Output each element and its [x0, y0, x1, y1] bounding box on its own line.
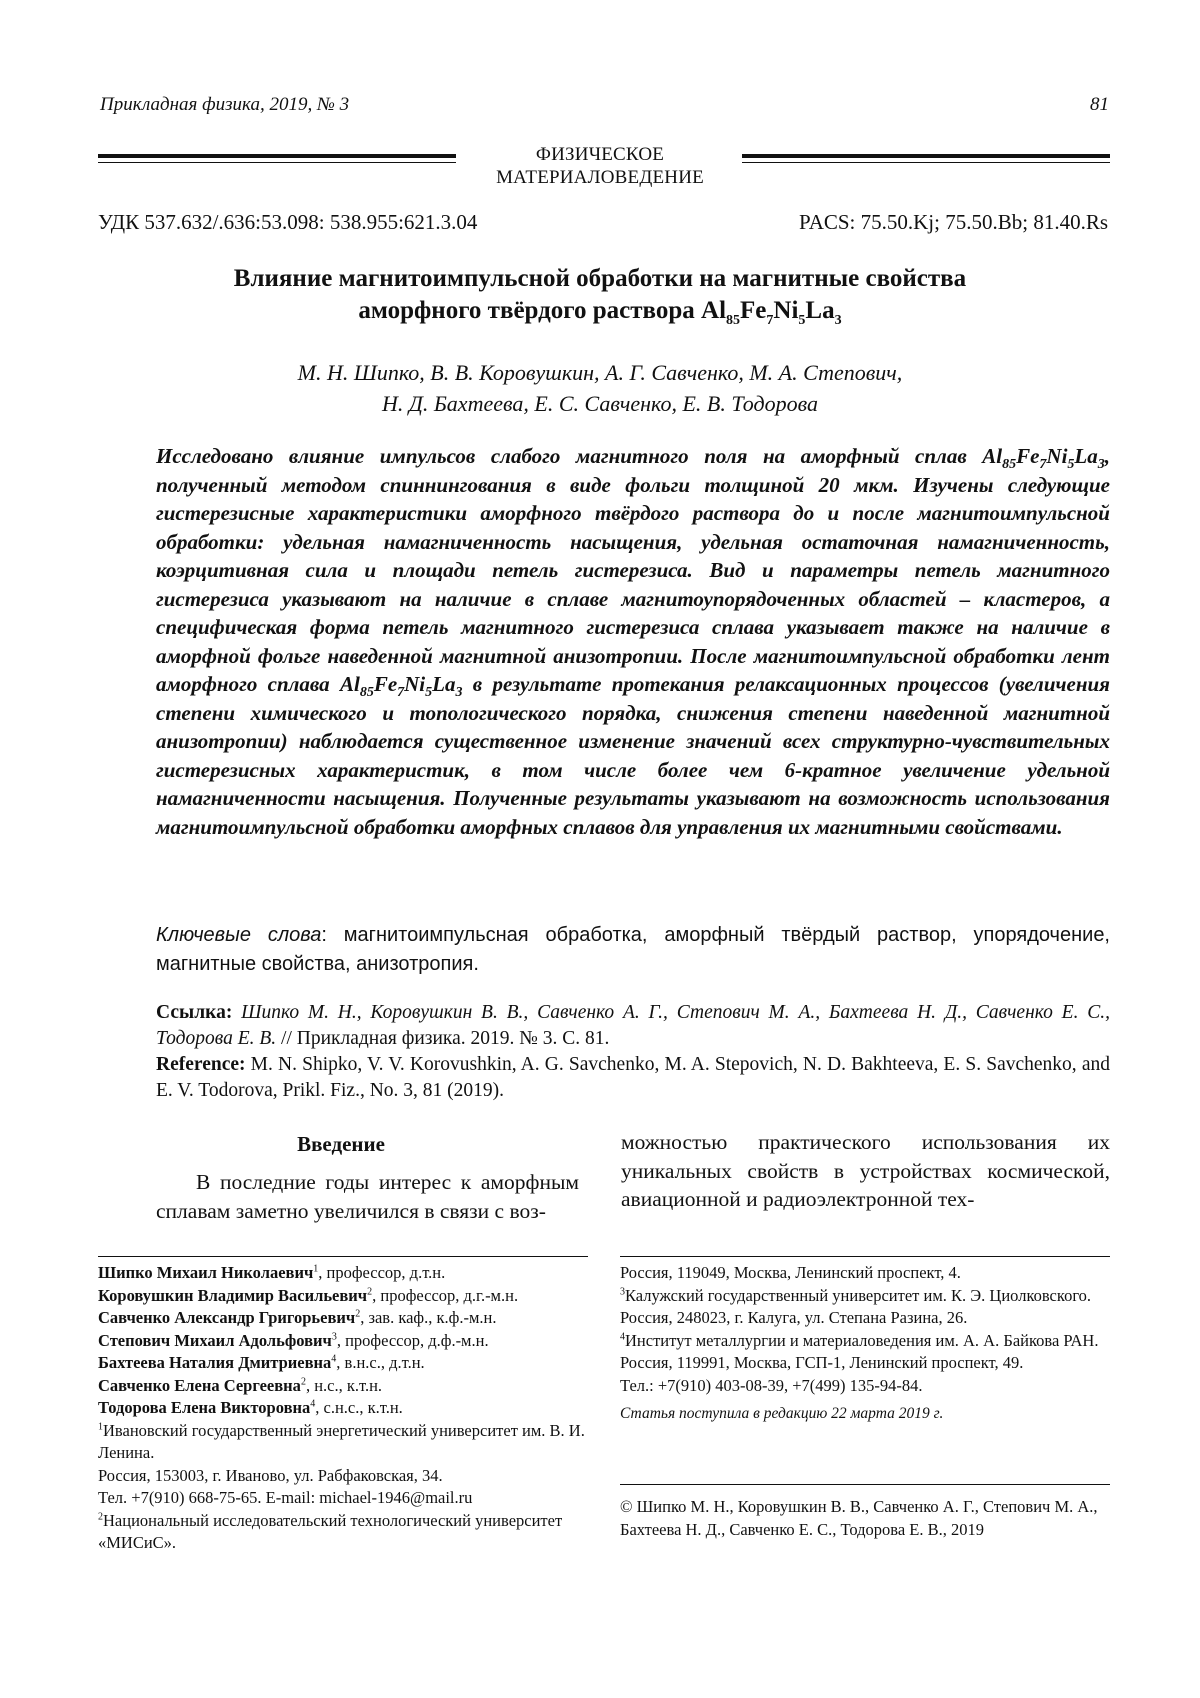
- author-list: [0, 357, 1200, 419]
- footnote-author-name: Тодорова Елена Викторовна: [98, 1398, 311, 1417]
- journal-header: Прикладная физика, 2019, № 3: [100, 94, 350, 115]
- pacs-code: PACS: 75.50.Kj; 75.50.Bb; 81.40.Rs: [798, 210, 1108, 234]
- footnote-author: [98, 1307, 588, 1330]
- citation-ru-label: Ссылка:: [156, 1002, 233, 1023]
- section-heading-line1: ФИЗИЧЕСКОЕ: [535, 144, 665, 165]
- citation-block: [156, 1000, 1110, 1104]
- footnote-author: [98, 1352, 588, 1375]
- intro-right-column: [621, 1128, 1110, 1214]
- footnote-author-name: Коровушкин Владимир Васильевич: [98, 1285, 368, 1305]
- footnote-author: [98, 1375, 588, 1398]
- affiliation-2-address: Россия, 119049, Москва, Ленинский проспект, 4.: [620, 1263, 961, 1282]
- affiliation-1-contact: Тел. +7(910) 668-75-65. E-mail: michael-1946@mail.ru: [98, 1488, 473, 1507]
- abstract: [156, 442, 1110, 841]
- alloy2-el-la: La: [432, 672, 456, 696]
- alloy-el-la: La: [1074, 444, 1098, 468]
- footnote-separator-left: [98, 1256, 588, 1257]
- footnote-author: [98, 1330, 588, 1353]
- keywords-text: : магнитоимпульсная обработка, аморфный твёрдый раствор, упорядочение, магнитные свойства, анизотропия.: [156, 924, 1110, 975]
- copyright-separator: [620, 1484, 1110, 1485]
- footnote-author-sup: 2: [367, 1286, 373, 1297]
- affiliation-1-sup: 1: [98, 1421, 103, 1432]
- footnote-author: [98, 1397, 588, 1420]
- title-line1: Влияние магнитоимпульсной обработки на магнитные свойства: [233, 265, 967, 292]
- citation-en-label: Reference:: [156, 1054, 246, 1075]
- keywords-label: Ключевые слова: [156, 924, 322, 946]
- intro-left-column: [156, 1168, 579, 1225]
- alloy2-el-ni: Ni: [404, 672, 426, 696]
- alloy-el-fe: Fe: [1016, 444, 1040, 468]
- alloy-el-al: Al: [982, 444, 1003, 468]
- alloy2-sub-ni: 5: [425, 685, 433, 701]
- citation-en-text: M. N. Shipko, V. V. Korovushkin, A. G. Savchenko, M. A. Stepovich, N. D. Bakhteeva, E. S. Savchenko, and E. V. Todorova, Prikl. Fiz., No. 3, 81 (2019).: [156, 1054, 1110, 1101]
- footnote-author-rest: , профессор, д.г.-м.н.: [372, 1285, 519, 1305]
- footnote-author: [98, 1285, 588, 1308]
- footnote-author-sup: 1: [313, 1263, 319, 1275]
- footnote-author-name: Савченко Александр Григорьевич: [98, 1308, 356, 1327]
- affiliation-4-contact: Тел.: +7(910) 403-08-39, +7(499) 135-94-84.: [620, 1375, 923, 1395]
- footnote-author-rest: , зав. каф., к.ф.-м.н.: [360, 1308, 497, 1327]
- authors-line1: М. Н. Шипко, В. В. Коровушкин, А. Г. Савченко, М. А. Степович,: [297, 360, 903, 385]
- affiliation-1-name: Ивановский государственный энергетический университет им. В. И. Ленина.: [98, 1420, 585, 1462]
- title-sub-al: 85: [726, 313, 741, 328]
- section-heading-line2: МАТЕРИАЛОВЕДЕНИЕ: [496, 167, 704, 188]
- alloy-el-ni: Ni: [1046, 444, 1068, 468]
- keywords: [156, 921, 1110, 979]
- affiliation-4-sup: 4: [620, 1331, 625, 1342]
- title-el-ni: Ni: [773, 297, 799, 324]
- authors-line2: Н. Д. Бахтеева, Е. С. Савченко, Е. В. Тодорова: [381, 391, 819, 416]
- alloy-sub-fe: 7: [1039, 457, 1047, 473]
- alloy-sub-al: 85: [1002, 457, 1017, 473]
- intro-right-text: можностью практического использования их уникальных свойств в устройствах космической, авиационной и радиоэлектронной тех-: [621, 1130, 1110, 1211]
- footnote-author-sup: 2: [355, 1308, 361, 1320]
- affiliation-1: [98, 1420, 588, 1465]
- footnote-author-name: Шипко Михаил Николаевич: [98, 1263, 314, 1282]
- title-sub-fe: 7: [766, 313, 774, 328]
- footnote-author-sup: 4: [331, 1353, 337, 1365]
- alloy-sub-ni: 5: [1067, 457, 1075, 473]
- affiliation-2-name: Национальный исследовательский технологический университет «МИСиС».: [98, 1510, 563, 1552]
- title-line2: [0, 295, 1200, 327]
- footnote-author-rest: , в.н.с., д.т.н.: [336, 1353, 425, 1372]
- citation-ru-authors: Шипко М. Н., Коровушкин В. В., Савченко А. Г., Степович М. А., Бахтеева Н. Д., Савченко Е. С., Тодорова Е. В.: [156, 1002, 1111, 1049]
- title-sub-ni: 5: [798, 313, 806, 328]
- copyright: © Шипко М. Н., Коровушкин В. В., Савченко А. Г., Степович М. А., Бахтеева Н. Д., Савченко Е. С., Тодорова Е. В., 2019: [620, 1497, 1098, 1539]
- alloy2-el-fe: Fe: [373, 672, 398, 696]
- footnote-author-name: Степович Михаил Адольфович: [98, 1330, 332, 1350]
- received-date: Статья поступила в редакцию 22 марта 2019 г.: [620, 1405, 944, 1422]
- footnote-author-sup: 2: [300, 1376, 306, 1387]
- citation-ru-rest: // Прикладная физика. 2019. № 3. С. 81.: [276, 1028, 610, 1049]
- footnote-separator-right: [620, 1256, 1110, 1257]
- affiliation-3-address: Россия, 248023, г. Калуга, ул. Степана Разина, 26.: [620, 1308, 968, 1327]
- affiliation-3-name: Калужский государственный университет им. К. Э. Циолковского.: [625, 1285, 1092, 1305]
- affiliation-3: [620, 1285, 1110, 1308]
- abstract-alloy-1: [982, 444, 1105, 473]
- citation-ru: [156, 1000, 1110, 1052]
- abstract-part2: , полученный методом спиннингования в виде фольги толщиной 20 мкм. Изучены следующие гистерезисные характеристики аморфного твёрдого раствора до и после магнитоимпульсной обработки: удельная намагниченность насыщения, удельная остаточная намагниченность, коэрцитивная сила и площади петель гистерезиса. Вид и параметры петель магнитного гистерезиса указывают на наличие в сплаве магнитоупорядоченных областей – кластеров, а специфическая форма петель магнитного гистерезиса сплава указывает также на наличие в аморфной фольге наведенной магнитной анизотропии. После магнитоимпульсной обработки лент аморфного сплава: [156, 444, 1110, 696]
- title-line2-prefix: аморфного твёрдого раствора Al: [358, 297, 727, 324]
- abstract-text: [156, 442, 1110, 841]
- abstract-alloy-2: [339, 672, 463, 701]
- page-number: 81: [1090, 94, 1109, 115]
- affiliation-footnotes: [620, 1262, 1110, 1426]
- title-el-la: La: [805, 297, 835, 324]
- footnote-author-rest: , н.с., к.т.н.: [305, 1375, 383, 1395]
- author-footnotes: [98, 1262, 588, 1555]
- footnote-author-rest: , профессор, д.ф.-м.н.: [336, 1330, 489, 1350]
- alloy2-el-al: Al: [339, 672, 360, 696]
- alloy2-sub-al: 85: [359, 685, 374, 701]
- article-title: [0, 263, 1200, 327]
- title-sub-la: 3: [834, 313, 842, 328]
- affiliation-1-address: Россия, 153003, г. Иваново, ул. Рабфаковская, 34.: [98, 1465, 443, 1485]
- affiliation-2: [98, 1510, 588, 1555]
- footnote-author-name: Савченко Елена Сергеевна: [98, 1375, 301, 1395]
- footnote-author-sup: 4: [310, 1398, 316, 1410]
- title-el-fe: Fe: [740, 297, 767, 324]
- alloy2-sub-fe: 7: [397, 685, 405, 701]
- section-heading: [0, 143, 1200, 189]
- abstract-part1: Исследовано влияние импульсов слабого магнитного поля на аморфный сплав: [156, 444, 967, 468]
- udk-code: УДК 537.632/.636:53.098: 538.955:621.3.04: [98, 210, 478, 234]
- alloy2-sub-la: 3: [455, 685, 463, 701]
- alloy-sub-la: 3: [1097, 457, 1105, 473]
- affiliation-4-address: Россия, 119991, Москва, ГСП-1, Ленинский проспект, 49.: [620, 1353, 1024, 1372]
- intro-heading: Введение: [297, 1132, 385, 1156]
- footnote-author-name: Бахтеева Наталия Дмитриевна: [98, 1353, 332, 1372]
- intro-left-text: В последние годы интерес к аморфным сплавам заметно увеличился в связи с воз-: [156, 1170, 579, 1223]
- affiliation-3-sup: 3: [620, 1286, 625, 1297]
- abstract-part3: в результате протекания релаксационных процессов (увеличения степени химического и топологического порядка, снижения степени наведенной магнитной анизотропии) наблюдается существенное изменение значений всех структурно-чувствительных гистерезисных характеристик, в том числе более чем 6-кратное увеличение удельной намагниченности насыщения. Полученные результаты указывают на возможность использования магнитоимпульсной обработки аморфных сплавов для управления их магнитными свойствами.: [156, 672, 1110, 839]
- footnote-author: [98, 1262, 588, 1285]
- citation-en: [156, 1052, 1110, 1104]
- footnote-author-rest: , с.н.с., к.т.н.: [315, 1398, 403, 1417]
- affiliation-4: [620, 1330, 1110, 1353]
- footnote-author-sup: 3: [331, 1331, 337, 1342]
- affiliation-2-sup: 2: [98, 1511, 103, 1522]
- affiliation-4-name: Институт металлургии и материаловедения им. А. А. Байкова РАН.: [625, 1330, 1099, 1350]
- footnote-author-rest: , профессор, д.т.н.: [318, 1263, 446, 1282]
